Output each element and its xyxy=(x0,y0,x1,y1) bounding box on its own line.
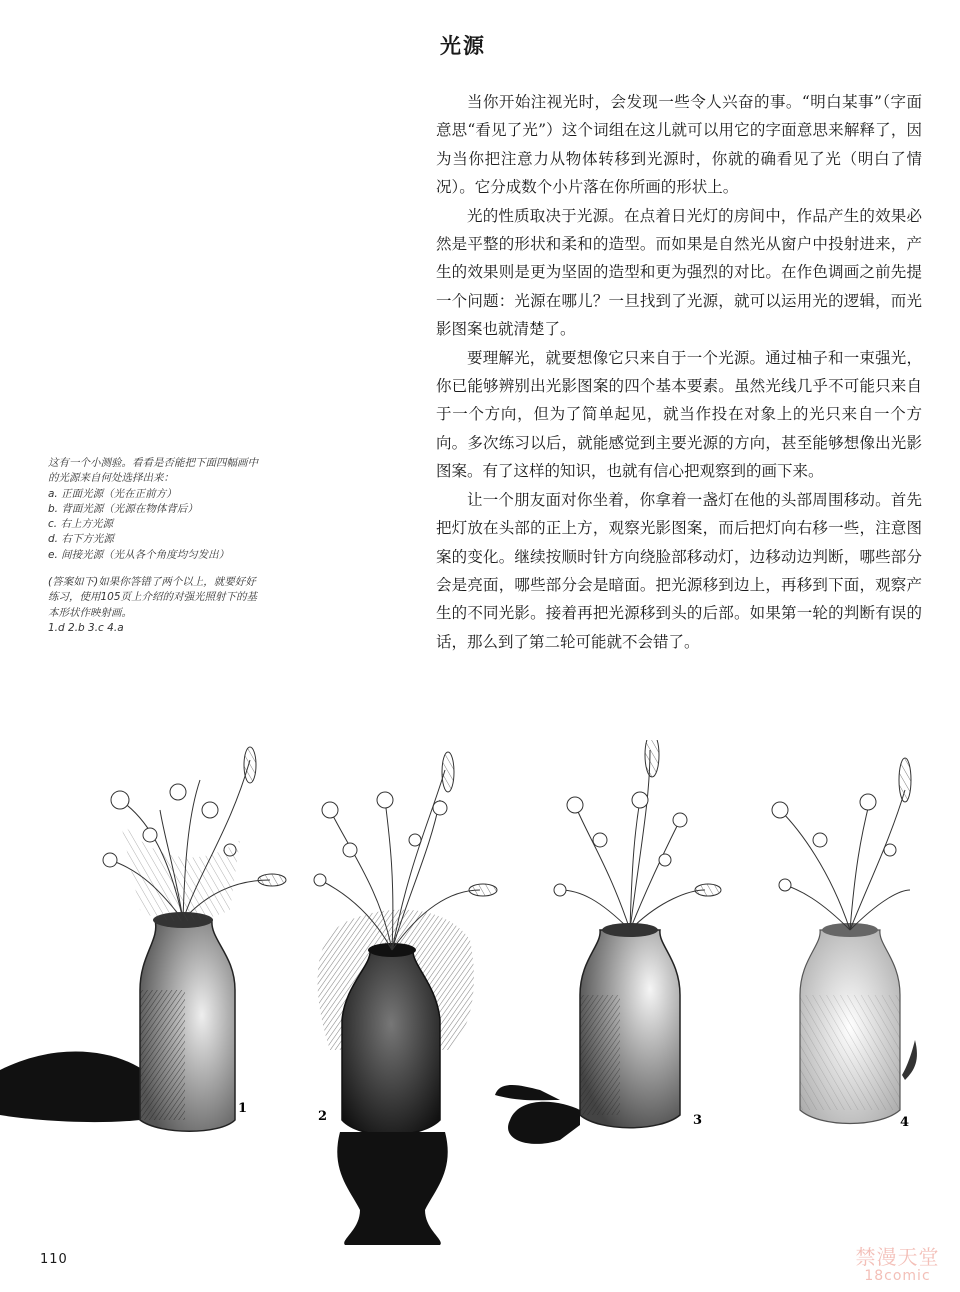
flower-bouquet xyxy=(780,790,910,930)
paragraph: 要理解光，就要想像它只来自于一个光源。通过柚子和一束强光，你已能够辨别出光影图案的四个基本要素。虽然光线几乎不可能只来自于一个方向，但为了简单起见，就当作投在对象上的光只来自一个方向。多次练习以后，就能感觉到主要光源的方向，甚至能够想像出光影图案。有了这样的知识，也就有信心把观察到的画下来。 xyxy=(436,348,922,481)
quiz-answer-note: 练习，使用105页上介绍的对强光照射下的基 xyxy=(48,591,258,604)
paragraph: 让一个朋友面对你坐着，你拿着一盏灯在他的头部周围移动。首先把灯放在头部的正上方，观察光影图案，而后把灯向右移一些，注意图案的变化。继续按顺时针方向绕脸部移动灯，边移动边判断，哪些部分会是亮面，哪些部分会是暗面。把光源移到边上，再移到下面，观察产生的不同光影。接着再把光源移到头的后部。如果第一轮的判断有误的话，那么到了第二轮可能就不会错了。 xyxy=(436,490,922,651)
quiz-intro: 的光源来自何处选择出来： xyxy=(48,472,174,485)
quiz-intro: 这有一个小测验。看看是否能把下面四幅画中 xyxy=(48,457,258,469)
quiz-answer-note: (答案如下)如果你答错了两个以上，就要好好 xyxy=(48,576,256,589)
body-text xyxy=(436,88,922,656)
quiz-option-b: b. 背面光源（光源在物体背后） xyxy=(48,502,198,515)
figure-label: 4 xyxy=(900,1115,910,1130)
figure-label: 2 xyxy=(318,1109,328,1124)
quiz-sidenote xyxy=(48,456,348,636)
site-watermark xyxy=(840,1246,955,1284)
quiz-answer-key: 1.d 2.b 3.c 4.a xyxy=(48,621,124,634)
watermark-line: 禁漫天堂 xyxy=(855,1245,940,1269)
page-title: 光源 xyxy=(440,34,486,58)
page-number: 110 xyxy=(40,1252,68,1267)
quiz-option-c: c. 右上方光源 xyxy=(48,518,113,531)
figure-label: 3 xyxy=(693,1113,703,1128)
vase-figure-1 xyxy=(0,747,286,1131)
paragraph: 光的性质取决于光源。在点着日光灯的房间中，作品产生的效果必然是平整的形状和柔和的造型。而如果是自然光从窗户中投射进来，产生的效果则是更为坚固的造型和更为强烈的对比。在作色调画之前先提一个问题：光源在哪儿？一旦找到了光源，就可以运用光的逻辑，而光影图案也就清楚了。 xyxy=(436,206,922,339)
vase-illustrations xyxy=(0,740,960,1260)
quiz-option-d: d. 右下方光源 xyxy=(48,533,114,546)
flower-bouquet xyxy=(560,750,705,930)
watermark-line: 18comic xyxy=(864,1268,931,1284)
vase-figure-4 xyxy=(772,758,917,1124)
cast-shadow xyxy=(508,1102,580,1144)
quiz-answer-note: 本形状作映射画。 xyxy=(48,606,132,619)
vase-figure-2 xyxy=(314,752,497,1245)
paragraph: 当你开始注视光时，会发现一些令人兴奋的事。“明白某事”（字面意思“看见了光”）这个词组在这儿就可以用它的字面意思来解释了，因为当你把注意力从物体转移到光源时，你就的确看见了光（明白了情况）。它分成数个小片落在你所画的形状上。 xyxy=(436,93,922,197)
vase-figure-3 xyxy=(495,740,721,1144)
quiz-option-a: a. 正面光源（光在正前方） xyxy=(48,487,177,500)
quiz-option-e: e. 间接光源（光从各个角度均匀发出） xyxy=(48,548,230,561)
illustrations-canvas xyxy=(0,740,960,1260)
cast-shadow xyxy=(337,1132,447,1245)
figure-label: 1 xyxy=(238,1101,248,1116)
cast-shadow xyxy=(0,1051,150,1122)
